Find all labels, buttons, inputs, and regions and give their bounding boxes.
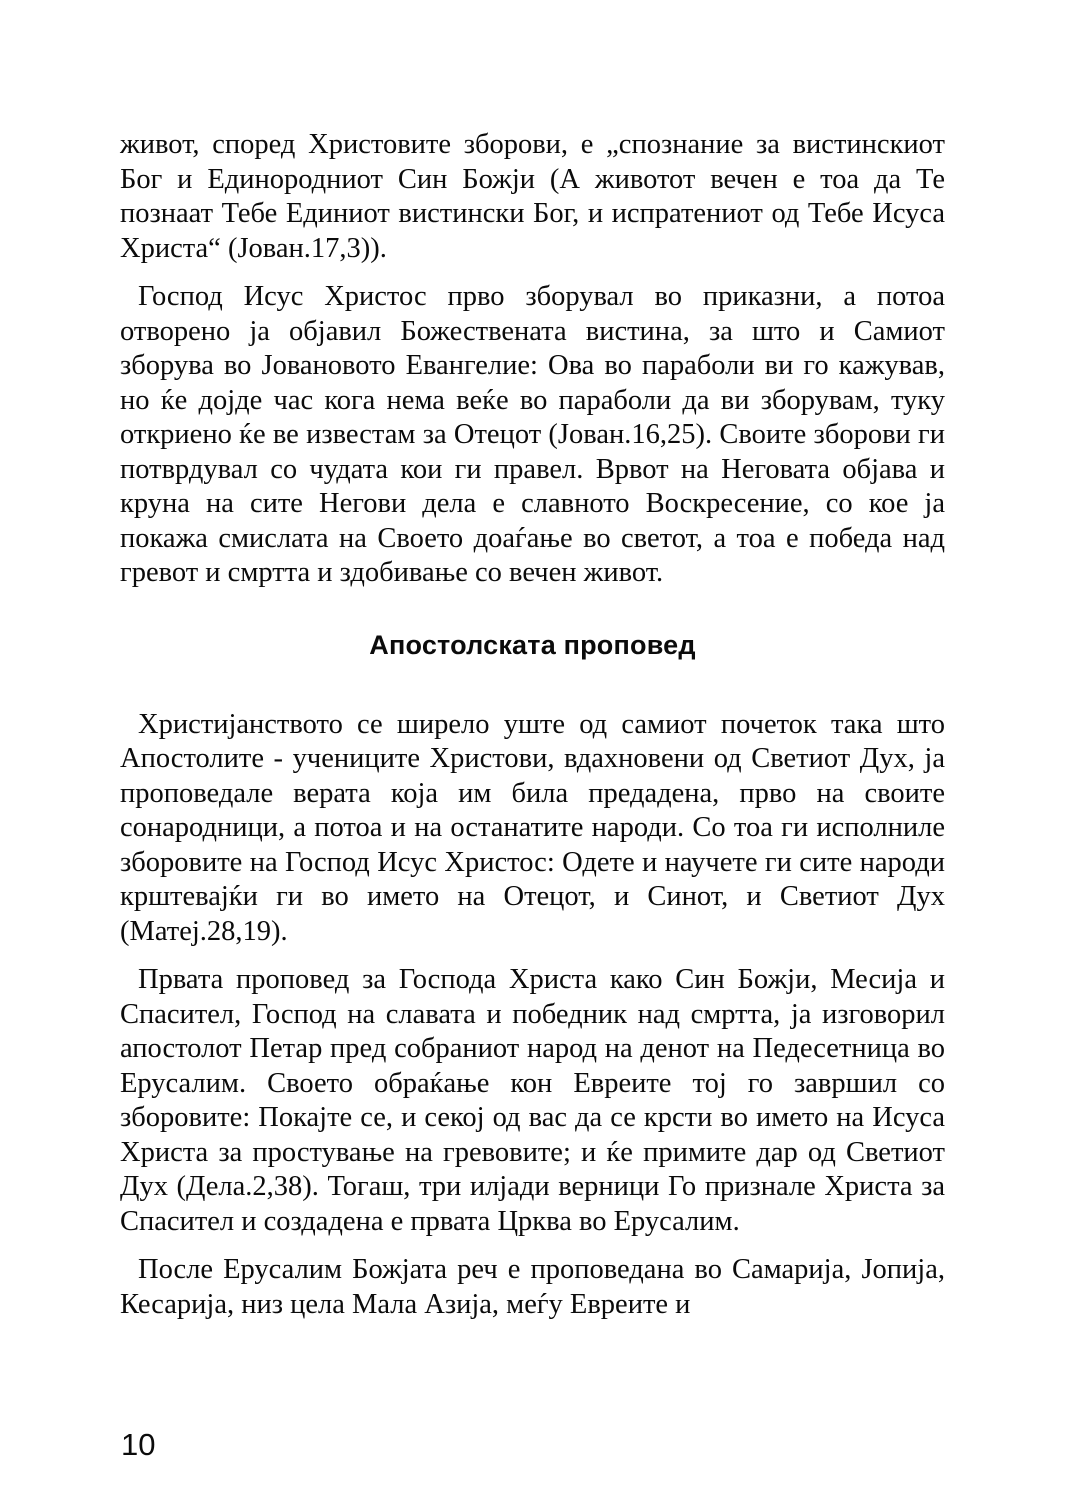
paragraph-continuation: живот, според Христовите зборови, е „спознание за вистинскиот Бог и Единородниот Син Божји (А животот вечен е тоа да Те познаат Тебе Единиот вистински Бог, и испратениот од Тебе Исуса Христа“ (Јован.17,3)). [120,129,945,264]
paragraph-3: Христијанството се ширело уште од самиот почеток така што Апостолите - учениците Христови, вдахновени од Светиот Дух, ја проповедале верата која им била предадена, прво на своите сонародници, а потоа и на останатите народи. Со тоа ги исполниле зборовите на Господ Исус Христос: Одете и научете ги сите народи крштевајќи ги во името на Отецот, и Синот, и Светиот Дух (Матеј.28,19). [120,708,945,947]
section-heading: Апостолската проповед [369,629,696,660]
paragraph-5: После Ерусалим Божјата реч е проповедана во Самарија, Јопија, Кесарија, низ цела Мала Азија, меѓу Евреите и [120,1254,945,1320]
paragraph-2: Господ Исус Христос прво зборувал во приказни, а потоа отворено ја објавил Божествената вистина, за што и Самиот зборува во Јовановото Евангелие: Ова во параболи ви го кажував, но ќе дојде час кога нема веќе во параболи да ви зборувам, туку откриено ќе ве известам за Отецот (Јован.16,25). Своите зборови ги потврдувал со чудата кои ги правел. Врвот на Неговата објава и круна на сите Негови дела е славното Воскресение, со кое ја покажа смислата на Своето доаѓање во светот, а тоа е победа над гревот и смртта и здобивање со вечен живот. [120,281,945,588]
paragraph-4: Првата проповед за Господа Христа како Син Божји, Месија и Спасител, Господ на славата и победник над смртта, ја изговорил апостолот Петар пред собраниот народ на денот на Педесетница во Ерусалим. Своето обраќање кон Евреите тој го завршил со зборовите: Покајте се, и секој од вас да се крсти во името на Исуса Христа за простување на гревовите; и ќе примите дар од Светиот Дух (Дела.2,38). Тогаш, три илјади верници Го признале Христа за Спасител и создадена е првата Црква во Ерусалим. [120,964,945,1237]
page-number-label: 10 [121,1427,156,1462]
